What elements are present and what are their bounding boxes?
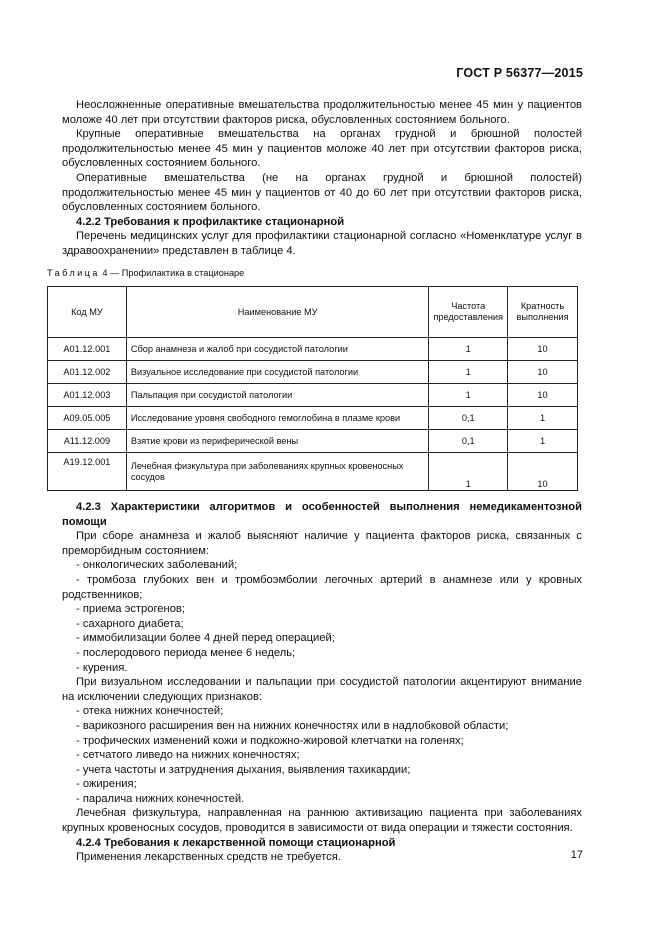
list-item: - приема эстрогенов; [76,603,185,616]
intro-paragraph-2: Крупные оперативные вмешательства на органах грудной и брюшной полостей продолжительностью менее 45 мин у пациентов моложе 40 лет при отсутствии факторов риска, обусловленных состоянием больного. [62,128,582,170]
list-item: - иммобилизации более 4 дней перед операцией; [76,632,335,645]
list-item: - сетчатого ливедо на нижних конечностях; [76,749,300,762]
cell-name: Исследование уровня свободного гемоглобина в плазме крови [126,407,429,430]
list-item: - трофических изменений кожи и подкожно-жировой клетчатки на голенях; [76,734,464,747]
section-4-2-2-text: Перечень медицинских услуг для профилактики стационарной согласно «Номенклатуре услуг в здравоохранении» представлен в таблице 4. [62,230,582,257]
table-row [48,430,578,453]
section-4-2-3-heading: 4.2.3 Характеристики алгоритмов и особенностей выполнения немедикаментозной помощи [62,501,582,528]
list-item: - сахарного диабета; [76,617,184,630]
header-name: Наименование МУ [126,287,429,338]
cell-multiplicity: 1 [508,407,578,430]
cell-multiplicity: 10 [508,338,578,361]
table-row [48,453,578,491]
table-caption-word: Таблица [47,268,100,278]
intro-section [62,98,582,259]
cell-code: A09.05.005 [48,407,127,430]
table-row [48,338,578,361]
examination-paragraph: При визуальном исследовании и пальпации при сосудистой патологии акцентируют внимание на исключении следующих признаков: [62,676,582,703]
list-item: - тромбоза глубоких вен и тромбоэмболии легочных артерий в анамнезе или у кровных родственников; [62,573,582,601]
cell-name: Лечебная физкультура при заболеваниях крупных кровеносных сосудов [126,453,429,491]
intro-paragraph-1: Неосложненные оперативные вмешательства продолжительностью менее 45 мин у пациентов моложе 40 лет при отсутствии факторов риска, обусловленных состоянием больного. [62,99,582,126]
cell-code: A01.12.003 [48,384,127,407]
page-number: 17 [570,849,583,861]
section-4-2-4-text: Применения лекарственных средств не требуется. [76,851,341,864]
table-caption [47,268,244,278]
list-item: - отека нижних конечностей; [76,705,224,718]
cell-frequency: 1 [429,453,508,491]
anamnesis-paragraph: При сборе анамнеза и жалоб выясняют наличие у пациента факторов риска, связанных с преморбидным состоянием: [62,530,582,557]
document-standard-number: ГОСТ Р 56377—2015 [456,66,583,80]
list-item: - паралича нижних конечностей. [76,792,245,805]
list-item: - учета частоты и затруднения дыхания, выявления тахикардии; [76,763,411,776]
cell-code: A01.12.002 [48,361,127,384]
section-4-2-4-heading: 4.2.4 Требования к лекарственной помощи стационарной [76,836,396,849]
table-caption-title: 4 — Профилактика в стационаре [102,268,245,278]
cell-frequency: 1 [429,361,508,384]
prophylaxis-table [47,286,578,491]
exercise-therapy-paragraph: Лечебная физкультура, направленная на раннюю активизацию пациента при заболеваниях крупных кровеносных сосудов, проводится в зависимости от вида операции и тяжести состояния. [62,807,582,835]
section-4-2-3 [62,500,582,865]
cell-frequency: 1 [429,384,508,407]
table-row [48,361,578,384]
cell-name: Пальпация при сосудистой патологии [126,384,429,407]
list-item: - онкологических заболеваний; [76,559,238,572]
header-frequency: Частота предоставления [429,287,508,338]
header-multiplicity: Кратность выполнения [508,287,578,338]
header-code: Код МУ [48,287,127,338]
intro-paragraph-3: Оперативные вмешательства (не на органах грудной и брюшной полостей) продолжительностью менее 45 мин у пациентов от 40 до 60 лет при отсутствии факторов риска, обусловленных состоянием больного. [62,171,582,214]
cell-multiplicity: 10 [508,361,578,384]
list-item: - ожирения; [76,778,137,791]
list-item: - варикозного расширения вен на нижних конечностях или в надлобковой области; [76,719,509,732]
cell-code: A01.12.001 [48,338,127,361]
list-item: - курения. [76,661,128,674]
cell-multiplicity: 10 [508,453,578,491]
cell-name: Сбор анамнеза и жалоб при сосудистой патологии [126,338,429,361]
cell-name: Взятие крови из периферической вены [126,430,429,453]
cell-multiplicity: 10 [508,384,578,407]
cell-code: A11.12.009 [48,430,127,453]
cell-frequency: 1 [429,338,508,361]
cell-multiplicity: 1 [508,430,578,453]
table-header-row [48,287,578,338]
cell-frequency: 0,1 [429,407,508,430]
table-row [48,384,578,407]
section-4-2-2-heading: 4.2.2 Требования к профилактике стационарной [76,215,345,228]
cell-name: Визуальное исследование при сосудистой патологии [126,361,429,384]
list-item: - послеродового периода менее 6 недель; [76,646,296,659]
cell-frequency: 0,1 [429,430,508,453]
table-row [48,407,578,430]
cell-code: A19.12.001 [48,453,127,491]
